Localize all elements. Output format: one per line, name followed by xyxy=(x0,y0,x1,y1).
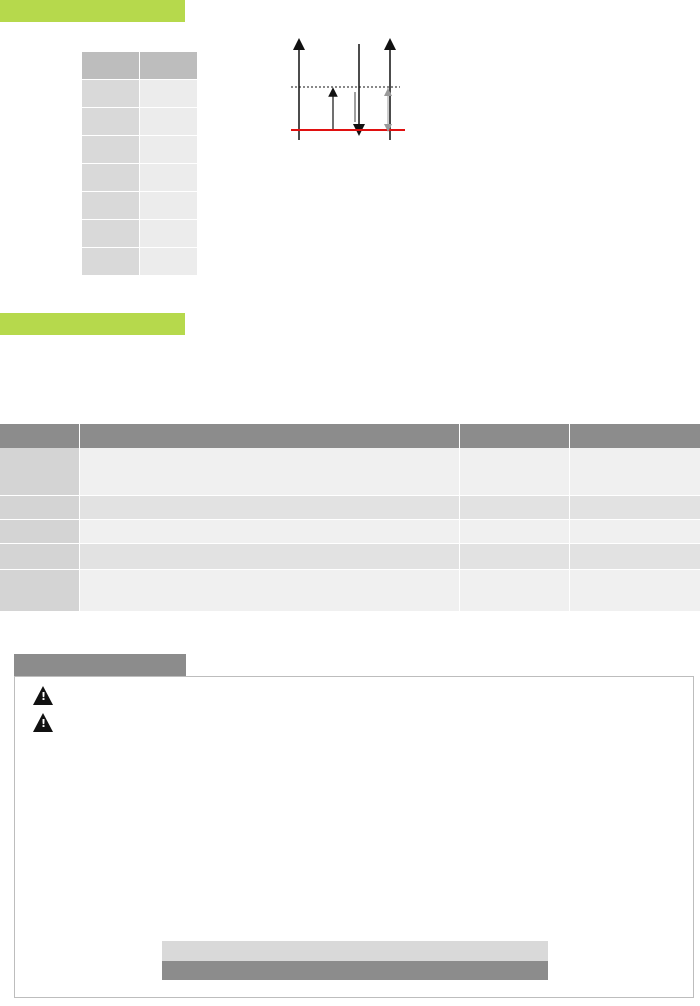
section-4-header xyxy=(0,0,185,22)
parameter-row xyxy=(82,108,197,136)
column-header xyxy=(570,424,700,448)
initial-cell xyxy=(460,570,570,611)
function-cell xyxy=(80,448,460,495)
table-row xyxy=(0,520,700,544)
param-value xyxy=(139,80,197,107)
table-row xyxy=(0,496,700,520)
param-value xyxy=(139,248,197,275)
initial-cell xyxy=(460,448,570,495)
param-value xyxy=(139,192,197,219)
parameter-row xyxy=(82,80,197,108)
warning-icon: ! xyxy=(33,686,53,705)
table-row xyxy=(0,448,700,496)
param-key xyxy=(82,164,139,191)
parameter-row xyxy=(82,220,197,248)
function-cell xyxy=(80,496,460,519)
column-header xyxy=(0,424,80,448)
table-row xyxy=(0,544,700,570)
sub-settings-table xyxy=(0,424,700,612)
range-cell xyxy=(570,520,700,543)
param-value xyxy=(139,108,197,135)
param-value xyxy=(139,52,197,79)
function-cell xyxy=(80,520,460,543)
parameter-header-row xyxy=(82,52,197,80)
function-cell xyxy=(80,544,460,569)
param-key xyxy=(82,52,139,79)
param-key xyxy=(82,136,139,163)
table-header xyxy=(0,424,700,448)
range-cell xyxy=(570,544,700,569)
digital-character-table xyxy=(162,941,548,980)
param-key xyxy=(82,248,139,275)
initial-cell xyxy=(460,544,570,569)
parameter-row xyxy=(82,192,197,220)
range-cell xyxy=(570,570,700,611)
caution-line xyxy=(33,713,63,732)
param-key xyxy=(82,80,139,107)
initial-cell xyxy=(460,520,570,543)
param-value xyxy=(139,220,197,247)
digit-glyph-row xyxy=(162,941,548,961)
range-cell xyxy=(570,496,700,519)
column-header xyxy=(460,424,570,448)
param-value xyxy=(139,164,197,191)
param-key xyxy=(82,108,139,135)
initial-cell xyxy=(460,496,570,519)
range-cell xyxy=(570,448,700,495)
digit-letter-row xyxy=(162,961,548,980)
function-cell xyxy=(80,570,460,611)
cooling-operation-diagram xyxy=(255,30,485,150)
parameter-table xyxy=(82,52,197,276)
table-row xyxy=(0,570,700,612)
warning-line xyxy=(33,686,63,705)
column-header xyxy=(80,424,460,448)
caution-title xyxy=(14,654,186,676)
param-value xyxy=(139,136,197,163)
parameter-row xyxy=(82,136,197,164)
param-key xyxy=(82,220,139,247)
section-5-header xyxy=(0,313,185,335)
parameter-row xyxy=(82,164,197,192)
param-key xyxy=(82,192,139,219)
parameter-row xyxy=(82,248,197,276)
warning-icon: ! xyxy=(33,713,53,732)
